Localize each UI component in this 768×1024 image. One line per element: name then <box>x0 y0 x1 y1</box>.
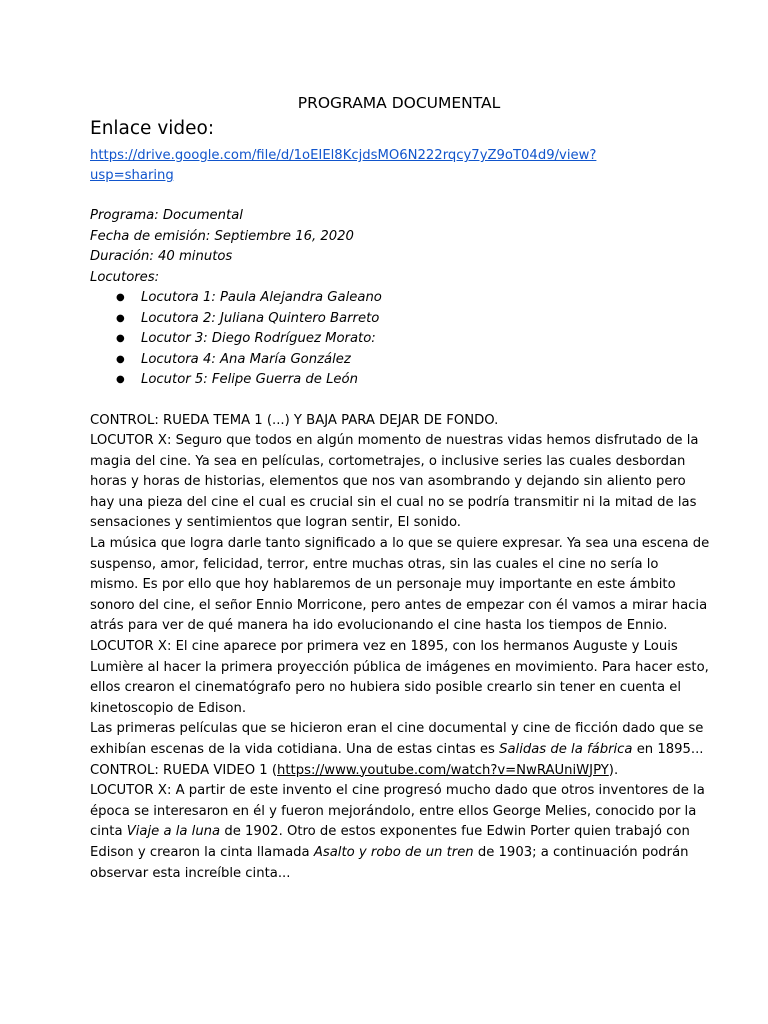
list-item <box>116 350 728 371</box>
script-text: de 1903; a continuación podrán observar esta increíble cinta... <box>90 844 689 881</box>
script-body <box>90 411 710 885</box>
speakers-list <box>90 288 728 391</box>
speakers-label: Locutores: <box>90 269 160 285</box>
speaker-name: Locutora 1: Paula Alejandra Galeano <box>141 290 382 305</box>
bullet-icon: ● <box>116 292 125 303</box>
script-paragraph: La música que logra darle tanto significado a lo que se quiere expresar. Ya sea una escena de suspenso, amor, felicidad, terror, entre muchas otras, sin las cuales el cine no sería lo mismo. Es por ello que hoy hablaremos de un personaje muy importante en este ámbito sonoro del cine, el señor Ennio Morricone, pero antes de empezar con él vamos a mirar hacia atrás para ver de qué manera ha ido evolucionando el cine hasta los tiempos de Ennio. <box>90 536 710 634</box>
video-link-line-2[interactable]: usp=sharing <box>90 168 174 183</box>
bullet-icon: ● <box>116 312 125 324</box>
script-text: de 1902. Otro de estos exponentes fue Edwin Porter quien trabajó con Edison y crearon la cinta llamada <box>90 824 690 860</box>
bullet-icon: ● <box>116 333 125 344</box>
video-link-line-1[interactable]: https://drive.google.com/file/d/1oEIEl8KcjdsMO6N222rqcy7yZ9oT04d9/view? <box>90 148 597 163</box>
speaker-name: Locutora 2: Juliana Quintero Barreto <box>141 310 380 326</box>
list-item <box>116 329 728 350</box>
script-text: en 1895... <box>632 742 704 757</box>
page-title: PROGRAMA DOCUMENTAL <box>297 94 501 112</box>
program-name: Programa: Documental <box>90 208 243 223</box>
speaker-name: Locutor 3: Diego Rodríguez Morato: <box>141 331 376 346</box>
script-text: Las primeras películas que se hicieron eran el cine documental y cine de ficción dado que se exhibían escenas de la vida cotidiana. Una de estas cintas es <box>90 721 704 757</box>
script-paragraph <box>90 719 710 760</box>
script-text: CONTROL: RUEDA VIDEO 1 ( <box>90 762 278 778</box>
duration: Duración: 40 minutos <box>90 249 233 264</box>
program-metadata <box>90 206 728 288</box>
list-item <box>116 288 728 309</box>
list-item <box>116 309 728 330</box>
list-item <box>116 370 728 391</box>
speaker-name: Locutora 4: Ana María González <box>141 351 351 367</box>
script-paragraph: LOCUTOR X: Seguro que todos en algún momento de nuestras vidas hemos disfrutado de la magia del cine. Ya sea en películas, cortometrajes, o inclusive series las cuales desbordan horas y horas de historias, elementos que nos van asombrando y dejando sin aliento pero hay una pieza del cine el cual es crucial sin el cual no se podría transmitir ni la mitad de las sensaciones y sentimientos que logran sentir, El sonido. <box>90 433 699 531</box>
bullet-icon: ● <box>116 353 125 365</box>
script-text: ). <box>608 762 619 778</box>
video-link-heading: Enlace video: <box>90 118 215 139</box>
bullet-icon: ● <box>116 374 125 385</box>
film-title: Salidas de la fábrica <box>499 742 633 757</box>
video-link[interactable] <box>90 146 650 186</box>
film-title: Asalto y robo de un tren <box>313 844 474 860</box>
script-paragraph <box>90 761 710 782</box>
script-paragraph: LOCUTOR X: El cine aparece por primera vez en 1895, con los hermanos Auguste y Louis Lumière al hacer la primera proyección pública de imágenes en movimiento. Para hacer esto, ellos crearon el cinematógrafo pero no hubiera sido posible crearlo sin tener en cuenta el kinetoscopio de Edison. <box>90 639 709 716</box>
speaker-name: Locutor 5: Felipe Guerra de León <box>141 372 358 387</box>
script-paragraph <box>90 781 710 884</box>
script-text: LOCUTOR X: A partir de este invento el cine progresó mucho dado que otros inventores de la época se interesaron en él y fueron mejorándolo, entre ellos George Melies, conocido por la cinta <box>90 783 705 840</box>
film-title: Viaje a la luna <box>126 824 221 840</box>
broadcast-date: Fecha de emisión: Septiembre 16, 2020 <box>90 228 354 244</box>
youtube-link[interactable]: https://www.youtube.com/watch?v=NwRAUniWJPY <box>277 762 609 778</box>
script-paragraph: CONTROL: RUEDA TEMA 1 (...) Y BAJA PARA DEJAR DE FONDO. <box>90 412 499 428</box>
